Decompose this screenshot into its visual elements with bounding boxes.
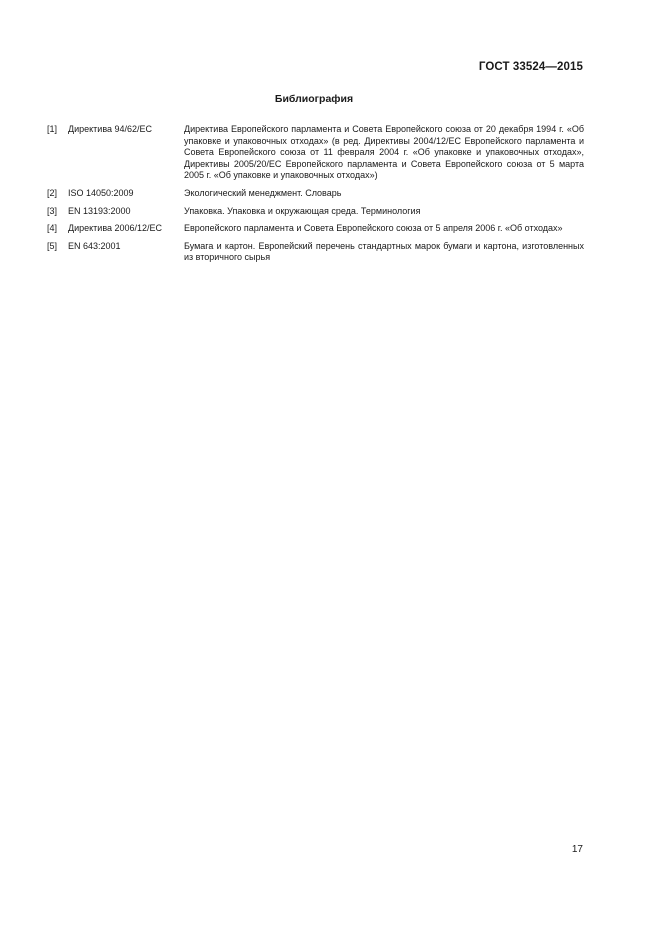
entry-description: Экологический менеджмент. Словарь [184,187,342,198]
entry-description: Бумага и картон. Европейский перечень стандартных марок бумаги и картона, изготовленных из вторичного сырья [184,240,584,263]
entry-number: [2] [47,187,58,198]
standard-code: ГОСТ 33524—2015 [478,61,583,73]
page-title: Библиография [274,93,354,105]
entry-description: Европейского парламента и Совета Европейского союза от 5 апреля 2006 г. «Об отходах» [184,223,563,234]
entry-number: [5] [47,240,58,251]
entry-document-code: Директива 94/62/ЕС [68,124,153,134]
entry-number: [4] [47,223,58,234]
bibliography-entry [47,124,584,182]
entry-document-code: Директива 2006/12/ЕС [68,223,163,234]
entry-document-code: EN 643:2001 [68,240,121,251]
entry-number: [1] [47,124,58,134]
bibliography-entry [47,223,584,235]
entry-document-code: ISO 14050:2009 [68,187,134,198]
entry-document-code: EN 13193:2000 [68,205,131,216]
bibliography-list [47,124,584,270]
bibliography-entry [47,241,584,264]
page-number: 17 [571,844,583,855]
entry-description: Упаковка. Упаковка и окружающая среда. Терминология [184,205,421,216]
bibliography-entry [47,188,584,200]
entry-description: Директива Европейского парламента и Совета Европейского союза от 20 декабря 1994 г. «Об упаковке и упаковочных отходах» (в ред. Директивы 2004/12/ЕС Европейского парламента и Совета Европейского союза от 11 февраля 2004 г. «Об упаковке и упаковочных отходах», Директивы 2005/20/ЕС Европейского парламента и Совета Европейского союза от 5 марта 2005 г. «Об упаковке и упаковочных отходах») [184,124,584,181]
entry-number: [3] [47,205,58,216]
bibliography-entry [47,206,584,218]
